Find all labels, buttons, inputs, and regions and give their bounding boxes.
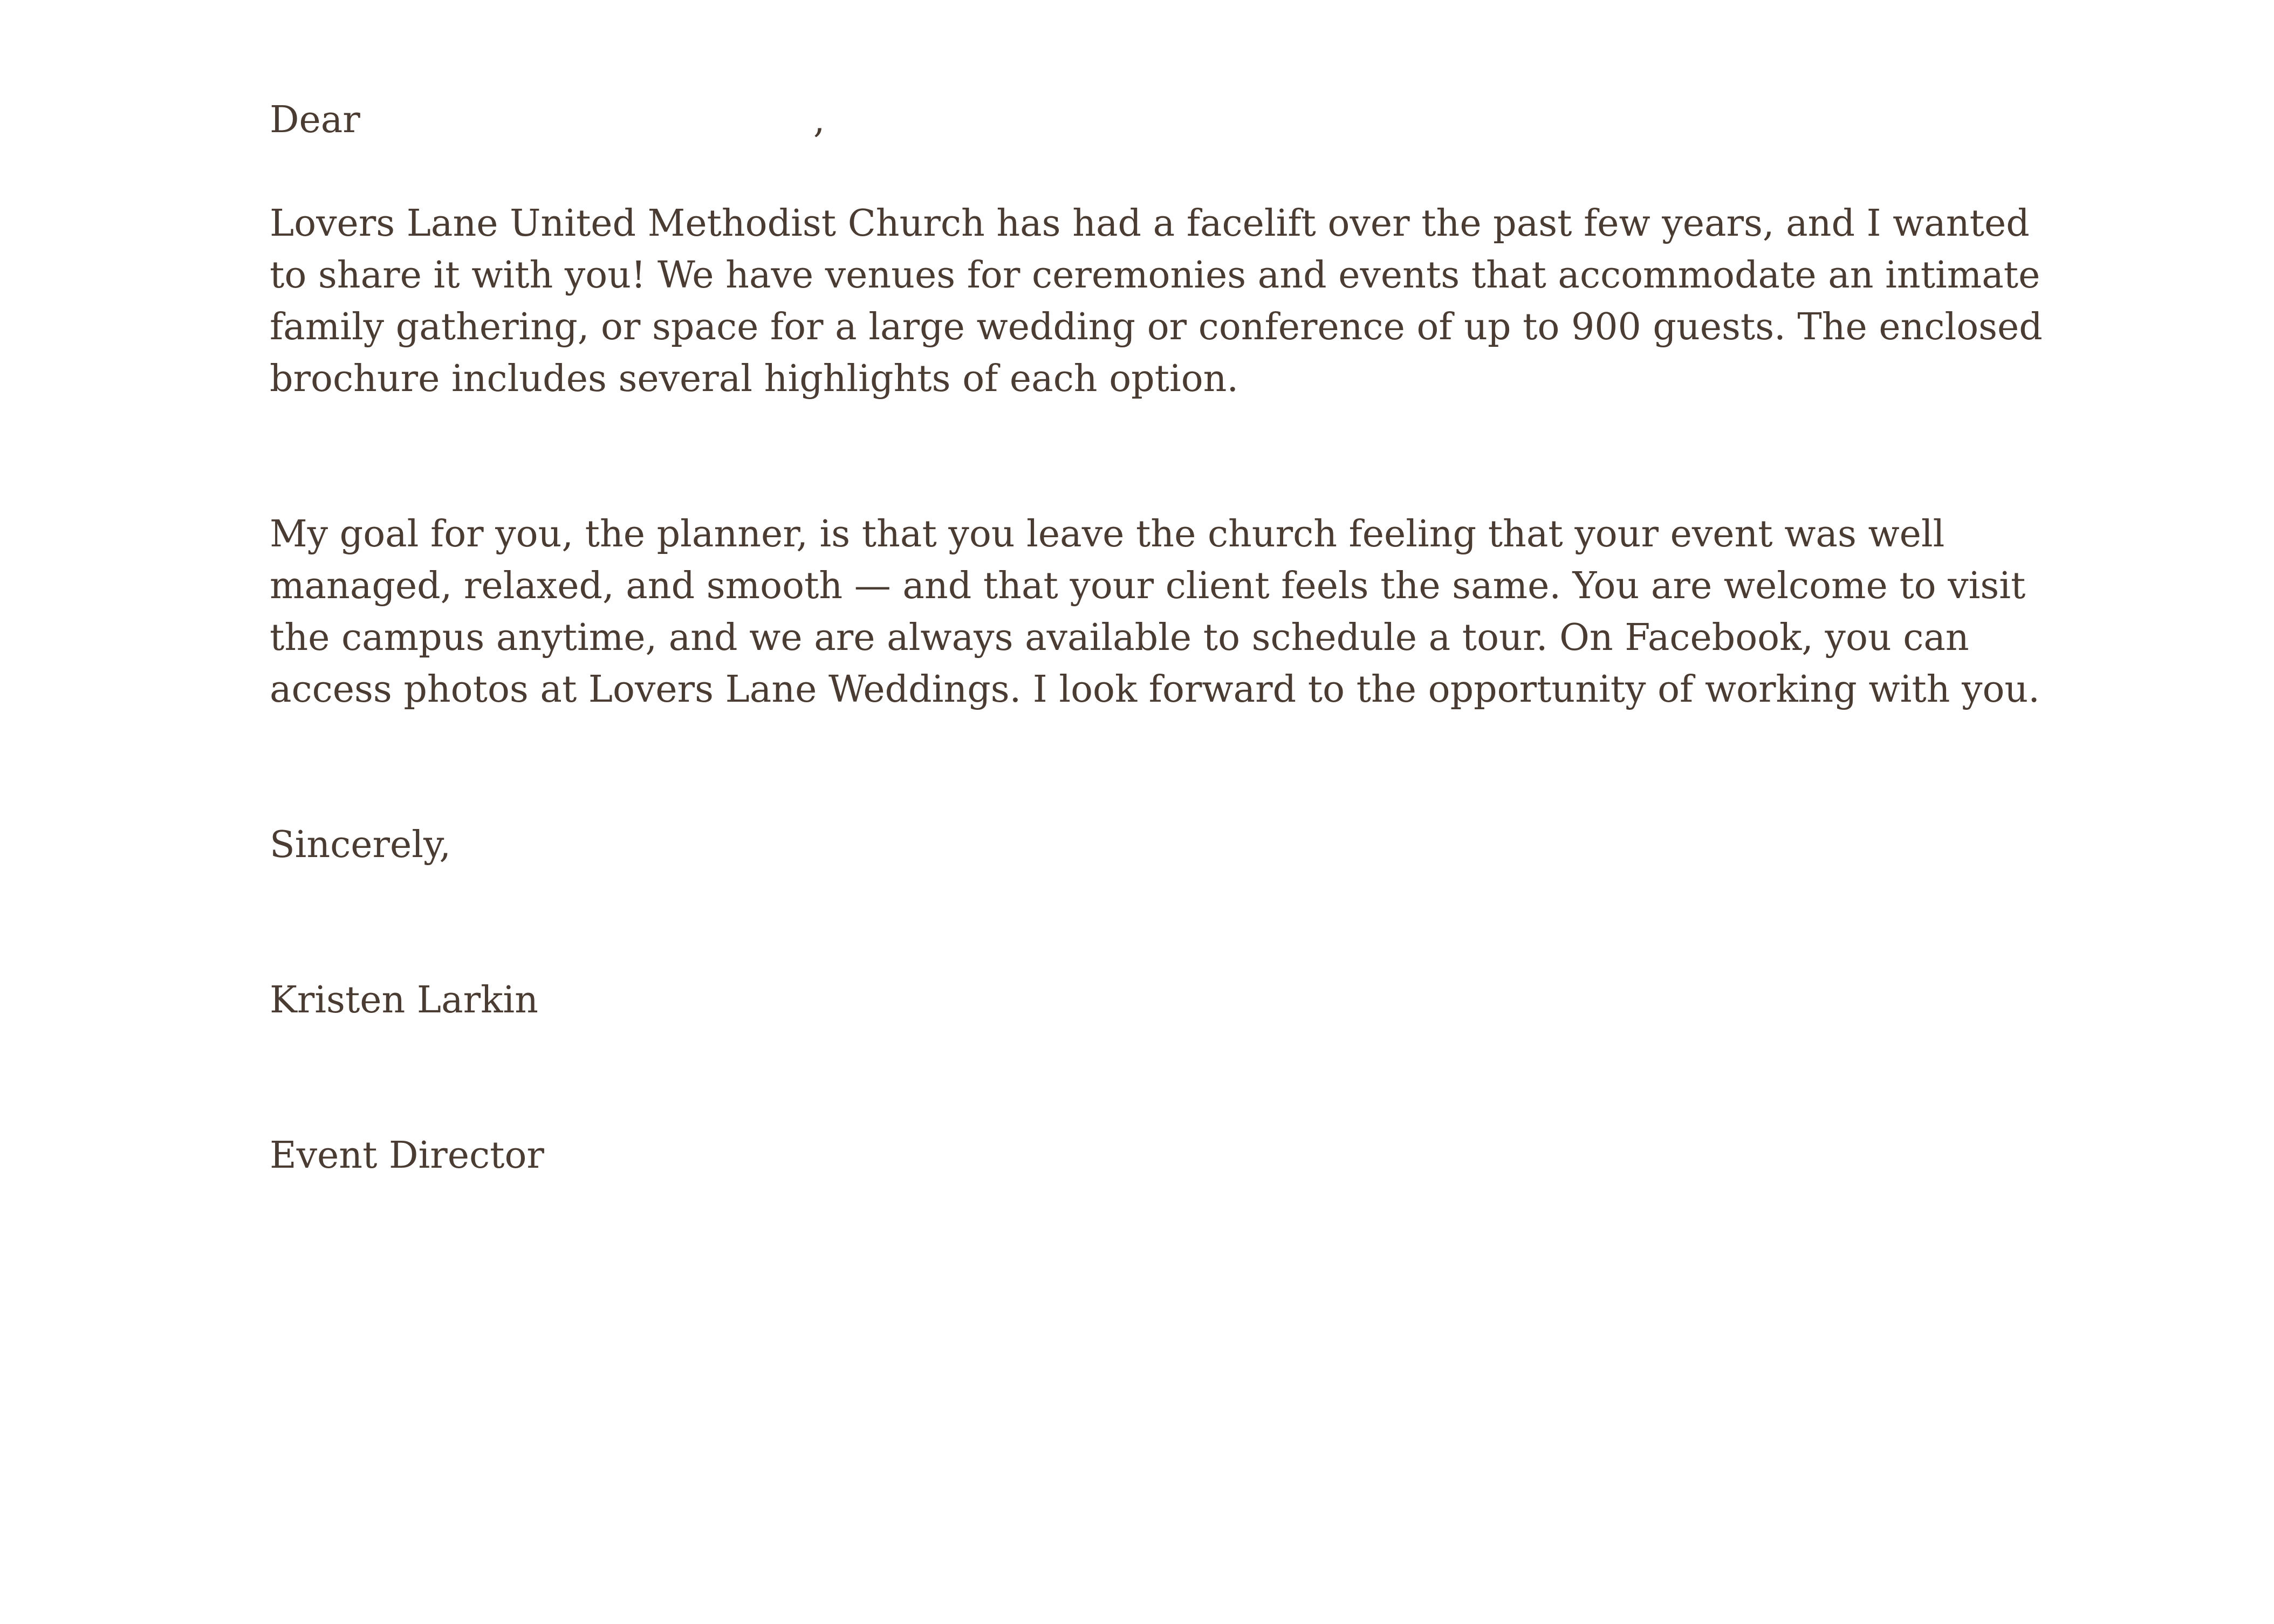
letter-body — [270, 94, 2060, 1182]
paragraph-goal: My goal for you, the planner, is that you leave the church feeling that your event was well managed, relaxed, and smooth — and that your client feels the same. You are welcome to visit the campus anytime, and we are always available to schedule a tour. On Facebook, you can access photos at Lovers Lane Weddings. I look forward to the opportunity of working with you. — [270, 513, 2040, 711]
paragraph-venues: Lovers Lane United Methodist Church has had a facelift over the past few years, and I wanted to share it with you! We have venues for ceremonies and events that accommodate an intimate family gathering, or space for a large wedding or conference of up to 900 guests. The enclosed brochure includes several highlights of each option. — [270, 202, 2043, 400]
salutation-comma: , — [813, 99, 825, 141]
signer-title: Event Director — [270, 1134, 544, 1177]
closing-line: Sincerely, — [270, 824, 451, 866]
signer-name: Kristen Larkin — [270, 979, 538, 1022]
salutation-greeting: Dear — [270, 99, 360, 141]
salutation — [270, 94, 2060, 146]
